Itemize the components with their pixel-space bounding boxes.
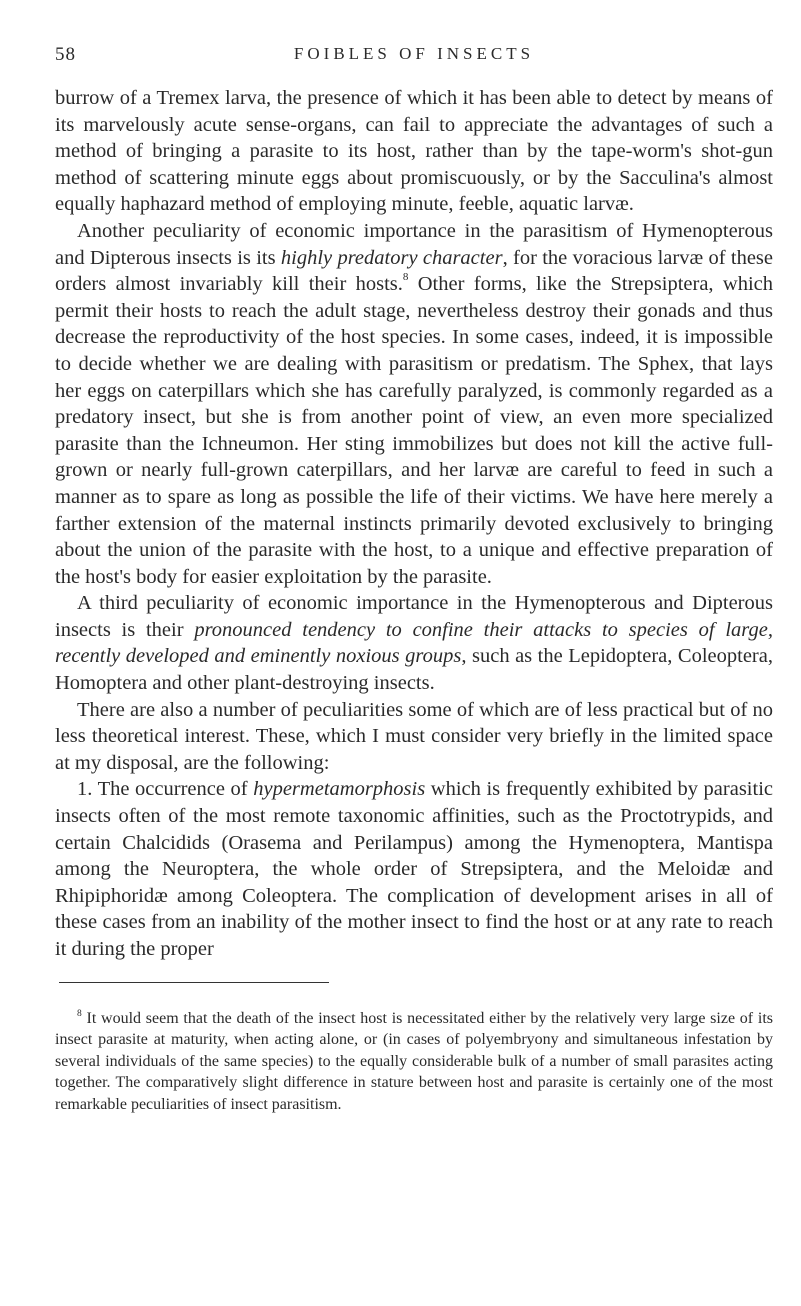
- footnote-marker: 8: [77, 1008, 82, 1019]
- page-number: 58: [55, 44, 76, 65]
- paragraph-4: There are also a number of peculiarities some of which are of less practical but of no less theoretical interest. These, which I must consider very briefly in the limited space at my disposal, are the following:: [55, 698, 773, 774]
- body-text: [55, 85, 773, 963]
- running-head: FOIBLES OF INSECTS: [293, 44, 535, 63]
- paragraph-5: [55, 776, 773, 962]
- page-header: [55, 44, 773, 68]
- paragraph-3-text-a: A third peculiarity of economic importance in the Hymenopterous and Dipterous insects is their: [55, 592, 773, 641]
- paragraph-2: [55, 218, 773, 590]
- footnote-reference: 8: [402, 271, 409, 284]
- paragraph-2-text-b: , for the voracious larvæ of these orders almost invariably kill their hosts.: [55, 246, 773, 296]
- paragraph-2-text-a: Another peculiarity of economic importance in the parasitism of Hymenopterous and Dipterous insects is its: [55, 219, 773, 269]
- paragraph-2-text-c: Other forms, like the Strepsiptera, which permit their hosts to reach the adult stage, nevertheless destroy their gonads and thus decrease the reproductivity of the host species. In some cases, indeed, it is impossible to decide whether we are dealing with parasitism or predatism. The Sphex, that lays her eggs on caterpillars which she has carefully paralyzed, is commonly regarded as a predatory insect, but she is from another point of view, an even more specialized parasite than the Ichneumon. Her sting immobilizes but does not kill the active full-grown or nearly full-grown caterpillars, and her larvæ are careful to feed in such a manner as to spare as long as possible the life of their victims. We have here merely a farther extension of the maternal instincts primarily devoted exclusively to bringing about the union of the parasite with the host, to a unique and effective preparation of the host's body for easier exploitation by the parasite.: [55, 273, 773, 588]
- paragraph-3-text-b: , such as the Lepidoptera, Coleoptera, Homoptera and other plant-destroying insects.: [55, 645, 773, 695]
- paragraph-5-text-a: 1. The occurrence of: [77, 778, 254, 801]
- paragraph-1: burrow of a Tremex larva, the presence of which it has been able to detect by means of its marvelously acute sense-organs, can fail to appreciate the advantages of such a method of bringing a parasite to its host, rather than by the tape-worm's shot-gun method of scattering minute eggs about promiscuously, or by the Sacculina's almost equally haphazard method of employing minute, feeble, aquatic larvæ.: [55, 87, 773, 216]
- book-page: [55, 0, 773, 1306]
- paragraph-5-text-b: which is frequently exhibited by parasitic insects often of the most remote taxonomic affinities, such as the Proctotrypids, and certain Chalcidids (Orasema and Perilampus) among the Hymenoptera, Mantispa among the Neuroptera, the whole order of Strepsiptera, and the Meloidæ and Rhipiphoridæ among Coleoptera. The complication of development arises in all of these cases from an inability of the mother insect to find the host or at any rate to reach it during the proper: [55, 778, 773, 960]
- paragraph-2-emphasis: highly predatory character: [280, 246, 503, 269]
- footnote: [55, 1008, 773, 1115]
- footnote-text: It would seem that the death of the insect host is necessitated either by the relatively very large size of its insect parasite at maturity, when acting alone, or (in cases of polyembryony and simultaneous infestation by several individuals of the same species) to the equally considerable bulk of a number of small parasites acting together. The comparatively slight difference in stature between host and parasite is certainly one of the most remarkable peculiarities of insect parasitism.: [55, 1010, 773, 1113]
- paragraph-5-emphasis: hypermetamorphosis: [253, 778, 426, 801]
- footnote-divider: [59, 982, 329, 983]
- paragraph-3: [55, 590, 773, 696]
- paragraph-3-emphasis: pronounced tendency to confine their attacks to species of large, recently developed and eminently noxious groups: [55, 618, 773, 668]
